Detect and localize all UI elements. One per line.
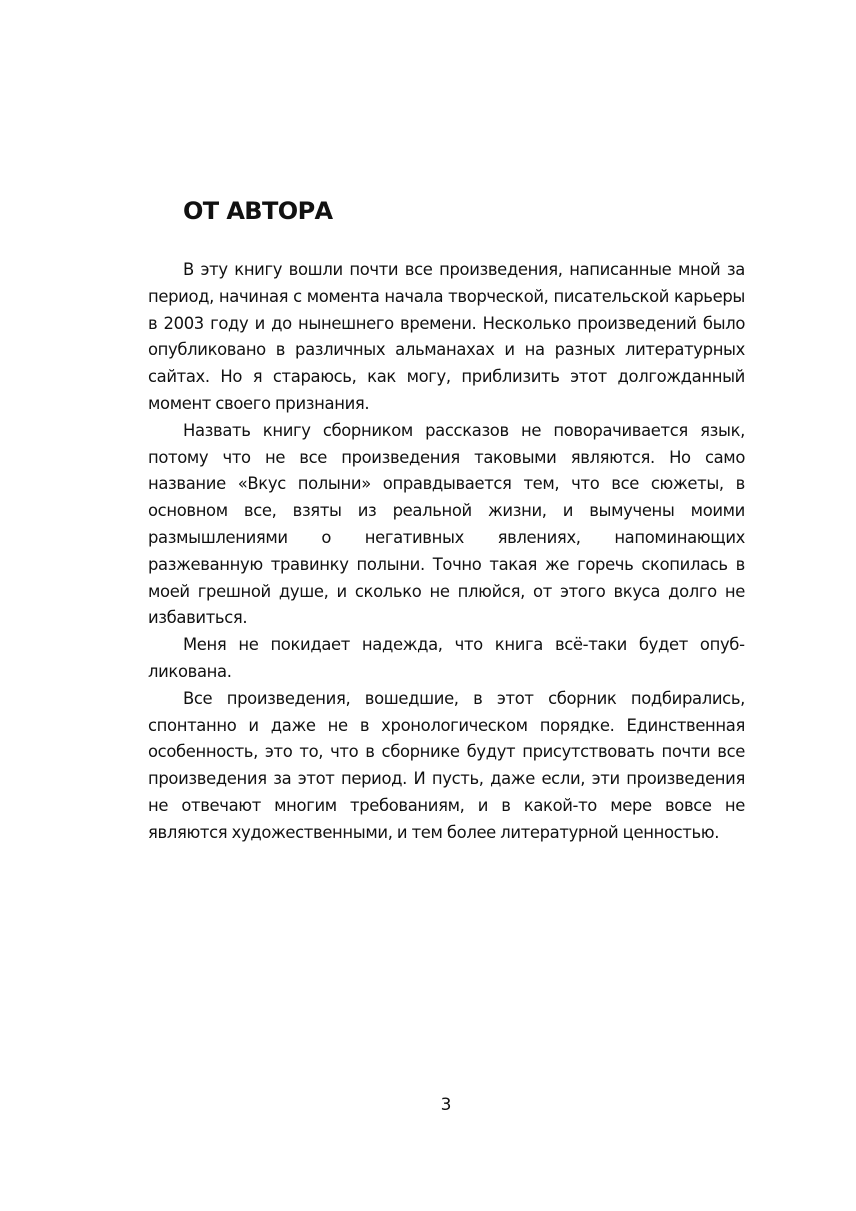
page-number: 3 [440, 1095, 452, 1115]
paragraph: Все произведения, вошедшие, в этот сборник подбирались, спонтанно и даже не в хронологическом порядке. Единственная особенность, это то, что в сборнике будут присутствовать почти все произведения за этот период. И пусть, даже если, эти произведения не отвечают многим требованиям, и в какой-то мере вовсе не являются художественными, и тем более литературной ценностью. [148, 688, 745, 842]
paragraph: Назвать книгу сборником рассказов не поворачивается язык, потому что не все произведения таковыми являются. Но само название «Вкус полыни» оправдывается тем, что все сюжеты, в основном все, взяты из реальной жизни, и вымучены моими размышлениями о негативных явлениях, напоминающих разжеванную травинку полыни. Точно такая же горечь скопилась в моей грешной душе, и сколько не плюйся, от этого вкуса долго не избавиться. [148, 420, 745, 628]
paragraph: В эту книгу вошли почти все произведения, написанные мной за период, начиная с момента начала творческой, писательской карьеры в 2003 году и до нынешнего времени. Несколько произведений было опубликовано в различных альманахах и на разных литературных сайтах. Но я стараюсь, как могу, приблизить этот долгожданный момент своего признания. [148, 260, 745, 413]
body-text [148, 257, 745, 847]
paragraph: Меня не покидает надежда, что книга всё-таки будет опубликована. [148, 635, 745, 681]
chapter-heading: ОТ АВТОРА [183, 197, 333, 225]
